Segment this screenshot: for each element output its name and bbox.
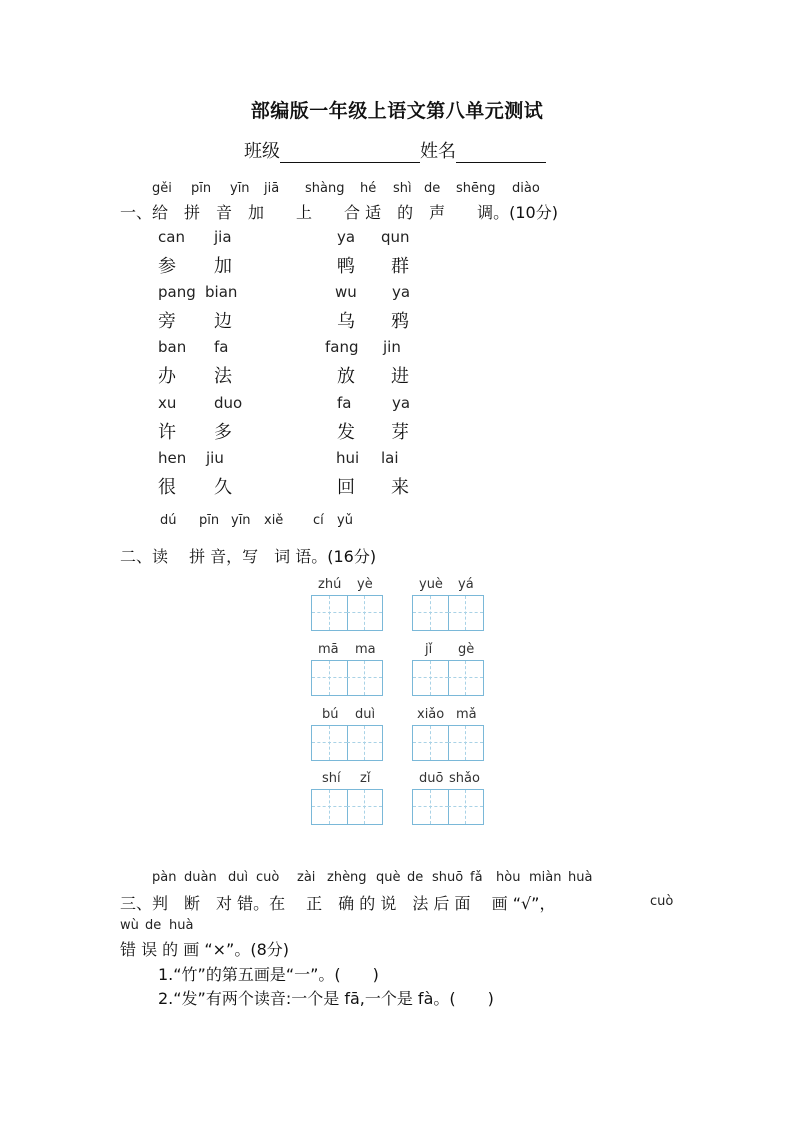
row-pinyin: hui (336, 449, 360, 467)
name-label: 姓名 (420, 141, 456, 162)
name-blank[interactable] (456, 144, 546, 163)
row-pinyin: ya (392, 283, 411, 301)
pinyin: hé (360, 181, 377, 196)
row-hanzi: 芽 (391, 422, 409, 443)
pinyin: zhèng (327, 870, 367, 885)
row-hanzi: 群 (391, 256, 409, 277)
pinyin: hòu (496, 870, 521, 885)
pinyin: de (407, 870, 424, 885)
writing-grid[interactable] (311, 595, 383, 631)
pinyin: fǎ (470, 870, 483, 885)
question-item: 1.“竹”的第五画是“一”。( ) (158, 965, 379, 984)
grid-pinyin: shǎo (449, 771, 480, 786)
row-pinyin: xu (158, 394, 177, 412)
pinyin: xiě (264, 513, 284, 528)
writing-grid[interactable] (311, 660, 383, 696)
row-pinyin: hen (158, 449, 187, 467)
pinyin: què (376, 870, 401, 885)
pinyin: pīn (191, 181, 212, 196)
writing-grid[interactable] (412, 595, 484, 631)
row-hanzi: 办 (158, 366, 176, 387)
row-pinyin: fa (214, 338, 229, 356)
pinyin: cuò (650, 894, 674, 909)
writing-grid[interactable] (311, 789, 383, 825)
row-pinyin: jiu (206, 449, 224, 467)
row-hanzi: 鸭 (337, 256, 355, 277)
section-3-heading-2: 错 误 的 画 “×”。(8分) (120, 940, 289, 959)
row-pinyin: wu (335, 283, 357, 301)
page-title: 部编版一年级上语文第八单元测试 (250, 100, 544, 122)
grid-pinyin: duō (419, 771, 444, 786)
pinyin: wù (120, 918, 139, 933)
row-pinyin: lai (381, 449, 399, 467)
section-1-heading: 一、给 拼 音 加 上 合 适 的 声 调。(10分) (120, 203, 558, 222)
pinyin: cí (313, 513, 324, 528)
row-hanzi: 乌 (337, 311, 355, 332)
grid-pinyin: gè (458, 642, 475, 657)
pinyin: pàn (152, 870, 177, 885)
section-3-heading: 三、判 断 对 错。在 正 确 的 说 法 后 面 画 “√”， (120, 894, 556, 913)
grid-pinyin: shí (322, 771, 341, 786)
pinyin: cuò (256, 870, 280, 885)
row-pinyin: bian (205, 283, 238, 301)
row-pinyin: ya (392, 394, 411, 412)
row-hanzi: 旁 (158, 311, 176, 332)
class-label: 班级 (244, 141, 280, 162)
writing-grid[interactable] (412, 660, 484, 696)
grid-pinyin: duì (355, 707, 376, 722)
writing-grid[interactable] (311, 725, 383, 761)
pinyin: shuō (432, 870, 464, 885)
pinyin: gěi (152, 181, 172, 196)
row-hanzi: 回 (337, 477, 355, 498)
row-pinyin: fang (325, 338, 359, 356)
row-hanzi: 鸦 (391, 311, 409, 332)
row-hanzi: 许 (158, 422, 176, 443)
pinyin: shēng (456, 181, 496, 196)
grid-pinyin: zǐ (360, 771, 371, 786)
row-hanzi: 放 (337, 366, 355, 387)
writing-grid[interactable] (412, 725, 484, 761)
row-hanzi: 久 (214, 477, 232, 498)
pinyin: de (145, 918, 162, 933)
grid-pinyin: yá (458, 577, 474, 592)
row-hanzi: 发 (337, 422, 355, 443)
grid-pinyin: ma (355, 642, 376, 657)
row-pinyin: can (158, 228, 185, 246)
grid-pinyin: xiǎo (417, 707, 445, 722)
pinyin: jiā (264, 181, 280, 196)
grid-pinyin: yè (357, 577, 373, 592)
grid-pinyin: yuè (419, 577, 443, 592)
row-hanzi: 很 (158, 477, 176, 498)
row-hanzi: 多 (214, 422, 232, 443)
pinyin: diào (512, 181, 540, 196)
section-2-heading: 二、读 拼 音，写 词 语。(16分) (120, 547, 377, 566)
grid-pinyin: zhú (318, 577, 342, 592)
grid-pinyin: jǐ (425, 642, 433, 657)
pinyin: huà (169, 918, 194, 933)
question-item: 2.“发”有两个读音:一个是 fā,一个是 fà。( ) (158, 989, 494, 1008)
row-hanzi: 参 (158, 256, 176, 277)
row-pinyin: jin (383, 338, 401, 356)
pinyin: de (424, 181, 441, 196)
row-hanzi: 边 (214, 311, 232, 332)
row-hanzi: 进 (391, 366, 409, 387)
grid-pinyin: bú (322, 707, 339, 722)
writing-grid[interactable] (412, 789, 484, 825)
row-pinyin: qun (381, 228, 410, 246)
grid-pinyin: mā (318, 642, 339, 657)
row-pinyin: fa (337, 394, 352, 412)
row-pinyin: ban (158, 338, 187, 356)
row-pinyin: duo (214, 394, 243, 412)
pinyin: dú (160, 513, 177, 528)
pinyin: shàng (305, 181, 345, 196)
row-pinyin: pang (158, 283, 196, 301)
row-hanzi: 来 (391, 477, 409, 498)
pinyin: duì (228, 870, 249, 885)
pinyin: huà (568, 870, 593, 885)
pinyin: zài (297, 870, 316, 885)
row-pinyin: ya (337, 228, 356, 246)
pinyin: miàn (529, 870, 562, 885)
row-pinyin: jia (214, 228, 232, 246)
pinyin: yīn (230, 181, 250, 196)
grid-pinyin: mǎ (456, 707, 477, 722)
pinyin: yīn (231, 513, 251, 528)
row-hanzi: 法 (214, 366, 232, 387)
pinyin: duàn (184, 870, 217, 885)
row-hanzi: 加 (214, 256, 232, 277)
pinyin: pīn (199, 513, 220, 528)
pinyin: shì (393, 181, 412, 196)
pinyin: yǔ (337, 513, 353, 528)
class-blank[interactable] (280, 144, 420, 163)
student-info (244, 137, 546, 163)
